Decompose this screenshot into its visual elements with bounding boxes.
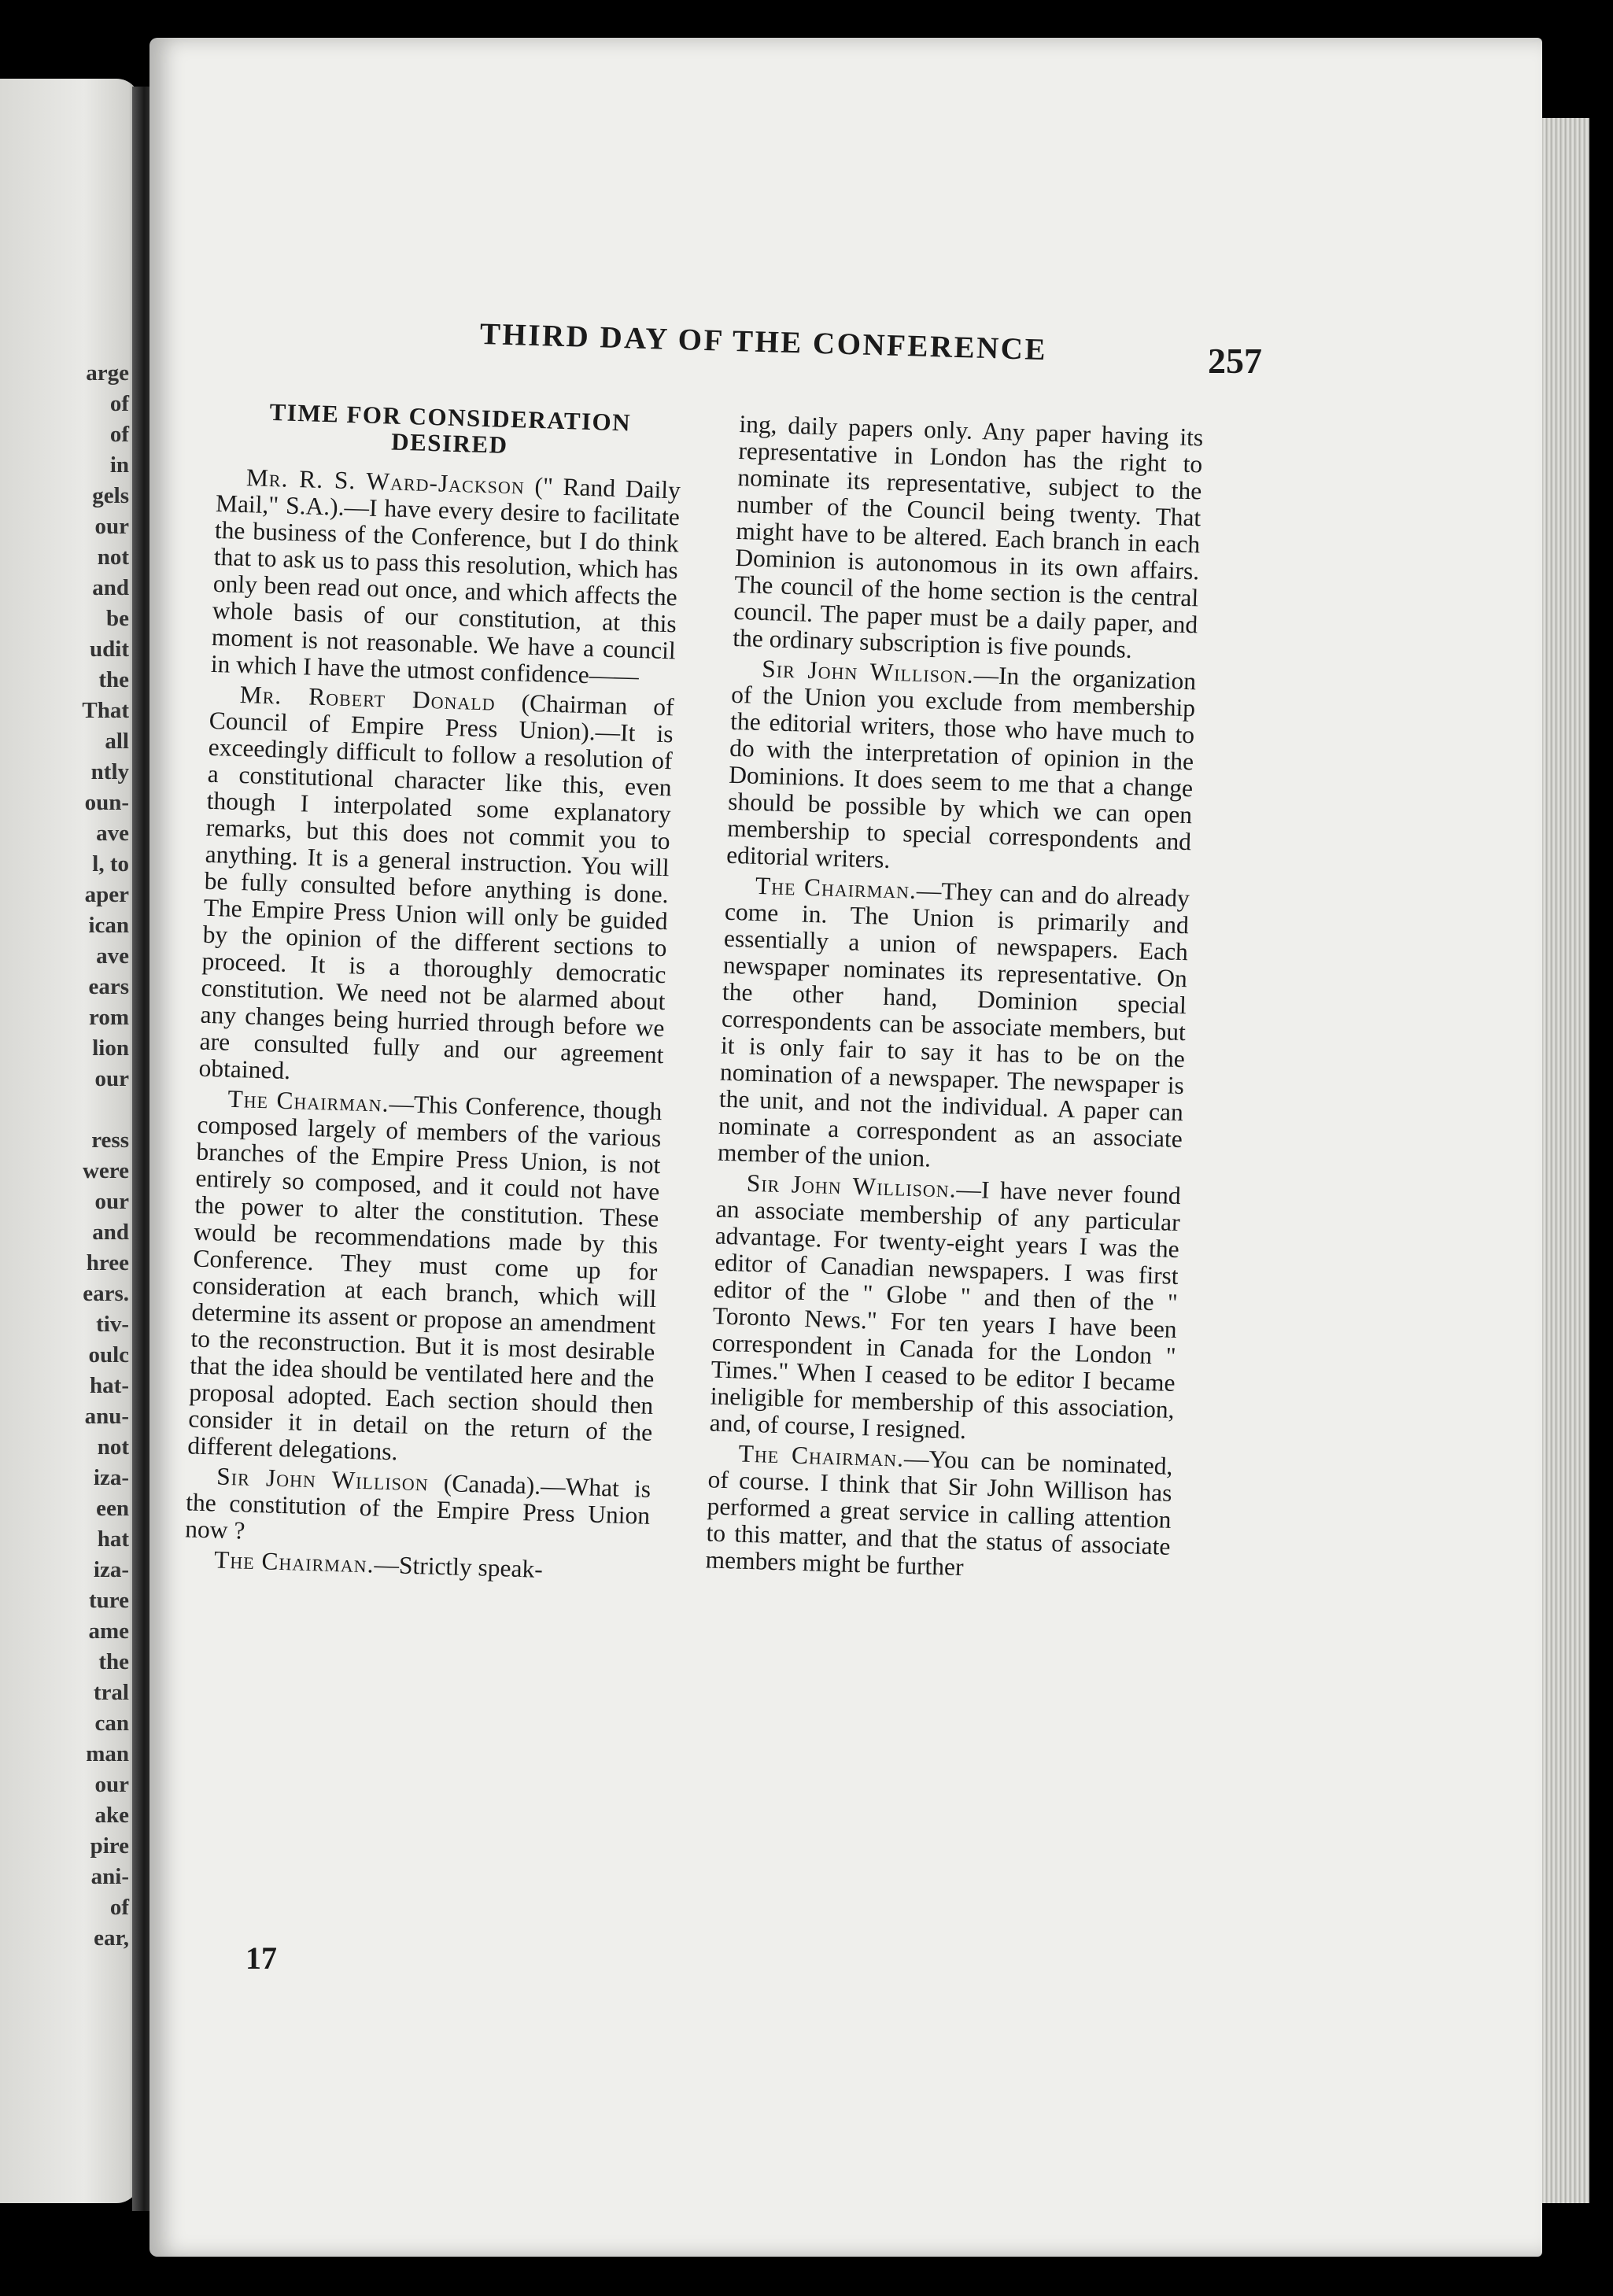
left-page-fragment: hree <box>86 1250 129 1275</box>
paragraph <box>210 463 681 691</box>
left-page-fragment: the <box>98 667 129 692</box>
left-column-paragraphs <box>184 463 681 1586</box>
left-page-fragment: That <box>82 698 129 723</box>
speaker-name: Sir John Willison. <box>746 1168 958 1203</box>
left-page-fragment: can <box>94 1711 129 1736</box>
left-page-fragment: ican <box>88 913 129 938</box>
speaker-name: The Chairman. <box>755 871 917 904</box>
left-page-fragment: ears <box>88 974 129 999</box>
paragraph <box>718 872 1190 1179</box>
speaker-name: The Chairman. <box>738 1439 905 1472</box>
left-page-fragment: ture <box>88 1588 129 1613</box>
page-stack-edge <box>1542 118 1589 2203</box>
left-page-fragment: ave <box>96 943 129 969</box>
left-page-fragment <box>11 1094 129 1125</box>
left-page-fragment: gels <box>92 483 129 508</box>
left-page-fragment: hat <box>97 1526 129 1552</box>
left-page-fragment: hat- <box>90 1373 129 1398</box>
left-column <box>184 397 683 1589</box>
left-page-fragment: our <box>94 1772 129 1797</box>
left-page-fragment: ears. <box>83 1281 129 1306</box>
paragraph-text: —Strictly speak- <box>374 1550 544 1583</box>
left-page-fragment: and <box>92 575 129 600</box>
left-page-fragment: iza- <box>93 1557 129 1582</box>
paragraph-text: —This Conference, though composed largely of members of the various branches of the Empire Press Union, is not entirely so composed, and it could not have the power to alter the constitution. These would be recommendations made by this Conference. They must come up for consideration at each branch, which will determine its assent or propose an amendment to the reconstruction. But it is most desirable that the idea should be ventilated here and the proposal adopted. Each section should then consider it in detail on the return of the different delegations. <box>186 1089 663 1466</box>
left-page-fragment: our <box>94 1066 129 1091</box>
left-page-fragment: not <box>97 544 129 570</box>
left-page-fragment: iza- <box>93 1465 129 1490</box>
left-page-fragment: ame <box>88 1619 129 1644</box>
running-head: THIRD DAY OF THE CONFERENCE <box>479 317 1048 367</box>
speaker-name: Mr. R. S. Ward-Jackson <box>245 463 526 500</box>
left-page-fragment: lion <box>92 1035 129 1061</box>
left-page-fragment: aper <box>84 882 129 907</box>
signature-mark: 17 <box>245 1940 277 1976</box>
left-page-fragment: tiv- <box>96 1312 129 1337</box>
left-page-fragment: een <box>96 1496 129 1521</box>
left-page-fragment: ress <box>91 1128 129 1153</box>
left-page-fragment: udit <box>90 637 129 662</box>
left-page-fragment: our <box>94 514 129 539</box>
left-page-fragment: oulc <box>88 1342 129 1368</box>
left-page-fragment: of <box>109 422 129 447</box>
page-number: 257 <box>1208 341 1262 381</box>
paragraph-text: —I have never found an associate membership of any particular advantage. For twenty-eight years I was the editor of Canadian newspapers. I was first editor of the " Globe " and then of the " Toronto News." For ten years I have been correspondent in Canada for the London " Times." When I ceased to be editor I became ineligible for membership of this association, and, of course, I resigned. <box>709 1175 1182 1445</box>
left-page-fragment: arge <box>86 360 129 386</box>
paragraph <box>705 1439 1173 1586</box>
left-page-fragment: be <box>106 606 129 631</box>
paragraph-text: —In the organization of the Union you exclude from membership the editorial writers, those who have much to do with the interpretation of opinion in the Dominions. It does seem to me that a change should be possible by which we can open membership to special correspondents and editorial writers. <box>725 660 1197 873</box>
left-page-fragment: and <box>92 1220 129 1245</box>
speaker-name: Sir John Willison <box>216 1462 430 1497</box>
left-page-fragment: ave <box>96 821 129 846</box>
left-page-fragment: man <box>86 1741 129 1766</box>
left-page-fragment: anu- <box>84 1404 129 1429</box>
section-heading-line-2: DESIRED <box>390 427 509 459</box>
paragraph-text: (" Rand Daily Mail," S.A.).—I have every desire to facilitate the business of the Conference, but I do think that to ask us to pass this resolution, which has only been read out once, and which affects the whole basis of our constitution, at this moment is not reasonable. We have a council in which I have the utmost confidence—— <box>210 471 681 690</box>
left-page-fragment: rom <box>88 1005 129 1030</box>
speaker-name: The Chairman. <box>227 1084 390 1117</box>
left-page-fragment: oun- <box>84 790 129 815</box>
left-page-fragment: were <box>82 1158 129 1183</box>
left-page-fragment: tral <box>93 1680 129 1705</box>
left-page-text-fragments <box>11 358 129 1954</box>
left-page-fragment: not <box>97 1434 129 1460</box>
left-page-fragment: ake <box>94 1803 129 1828</box>
paragraph <box>198 681 674 1095</box>
paragraph <box>733 411 1204 665</box>
paragraph <box>185 1462 651 1556</box>
paragraph-text: ing, daily papers only. Any paper having its representative in London has the right to nominate its representative, subject to the number of the Council being twenty. That might have to be altered. Each branch in each Dominion is autonomous in its own affairs. The council of the home section is the central council. The paper must be a daily paper, and the ordinary subscription is five pounds. <box>732 410 1204 663</box>
left-page-fragment: in <box>109 452 129 478</box>
left-page-fragment: the <box>98 1649 129 1674</box>
paragraph <box>726 655 1197 882</box>
speaker-name: Sir John Willison. <box>761 654 975 688</box>
left-page-edge <box>0 79 140 2203</box>
left-page-fragment: of <box>109 1895 129 1920</box>
speaker-name: Mr. Robert Donald <box>239 680 496 716</box>
left-page-fragment: ani- <box>90 1864 129 1889</box>
paragraph-text: (Canada).—What is the constitution of the Empire Press Union now ? <box>184 1468 651 1545</box>
left-page-fragment: our <box>94 1189 129 1214</box>
paragraph <box>709 1169 1181 1450</box>
paragraph-text: —You can be nominated, of course. I think that Sir John Willison has performed a great service in calling attention to this matter, and that the status of associate members might be further <box>705 1444 1173 1582</box>
left-page-fragment: ntly <box>90 759 129 784</box>
right-column <box>705 411 1204 1590</box>
paragraph-text: —They can and do already come in. The Union is primarily and essentially a union of newspapers. Each newspaper nominates its representative. On the other hand, Dominion special correspondents can be associate members, but it is only fair to say it has to be on the nomination of a newspaper. The newspaper is the unit, and not the individual. A paper can nominate a correspondent as an associate member of the union. <box>717 876 1190 1172</box>
paragraph-text: (Chairman of Council of Empire Press Union).—It is exceedingly difficult to follow a resolution of a constitutional character like this, even though I interpolated some explanatory remarks, but this does not commit you to anything. It is a general instruction. You will be fully consulted before anything is done. The Empire Press Union will only be guided by the opinion of the different sections to proceed. It is a thoroughly democratic constitution. We need not be alarmed about any changes being hurried through before we are consulted fully and our agreement obtained. <box>198 688 675 1085</box>
paragraph <box>187 1085 663 1473</box>
left-page-fragment: pire <box>90 1833 129 1859</box>
left-page-fragment: all <box>105 729 129 754</box>
speaker-name: The Chairman. <box>213 1545 375 1578</box>
left-page-fragment: ear, <box>94 1925 129 1951</box>
section-heading-line-1: TIME FOR CONSIDERATION <box>269 397 632 437</box>
left-page-fragment: of <box>109 391 129 416</box>
right-column-paragraphs <box>705 411 1204 1587</box>
left-page-fragment: l, to <box>92 851 129 877</box>
